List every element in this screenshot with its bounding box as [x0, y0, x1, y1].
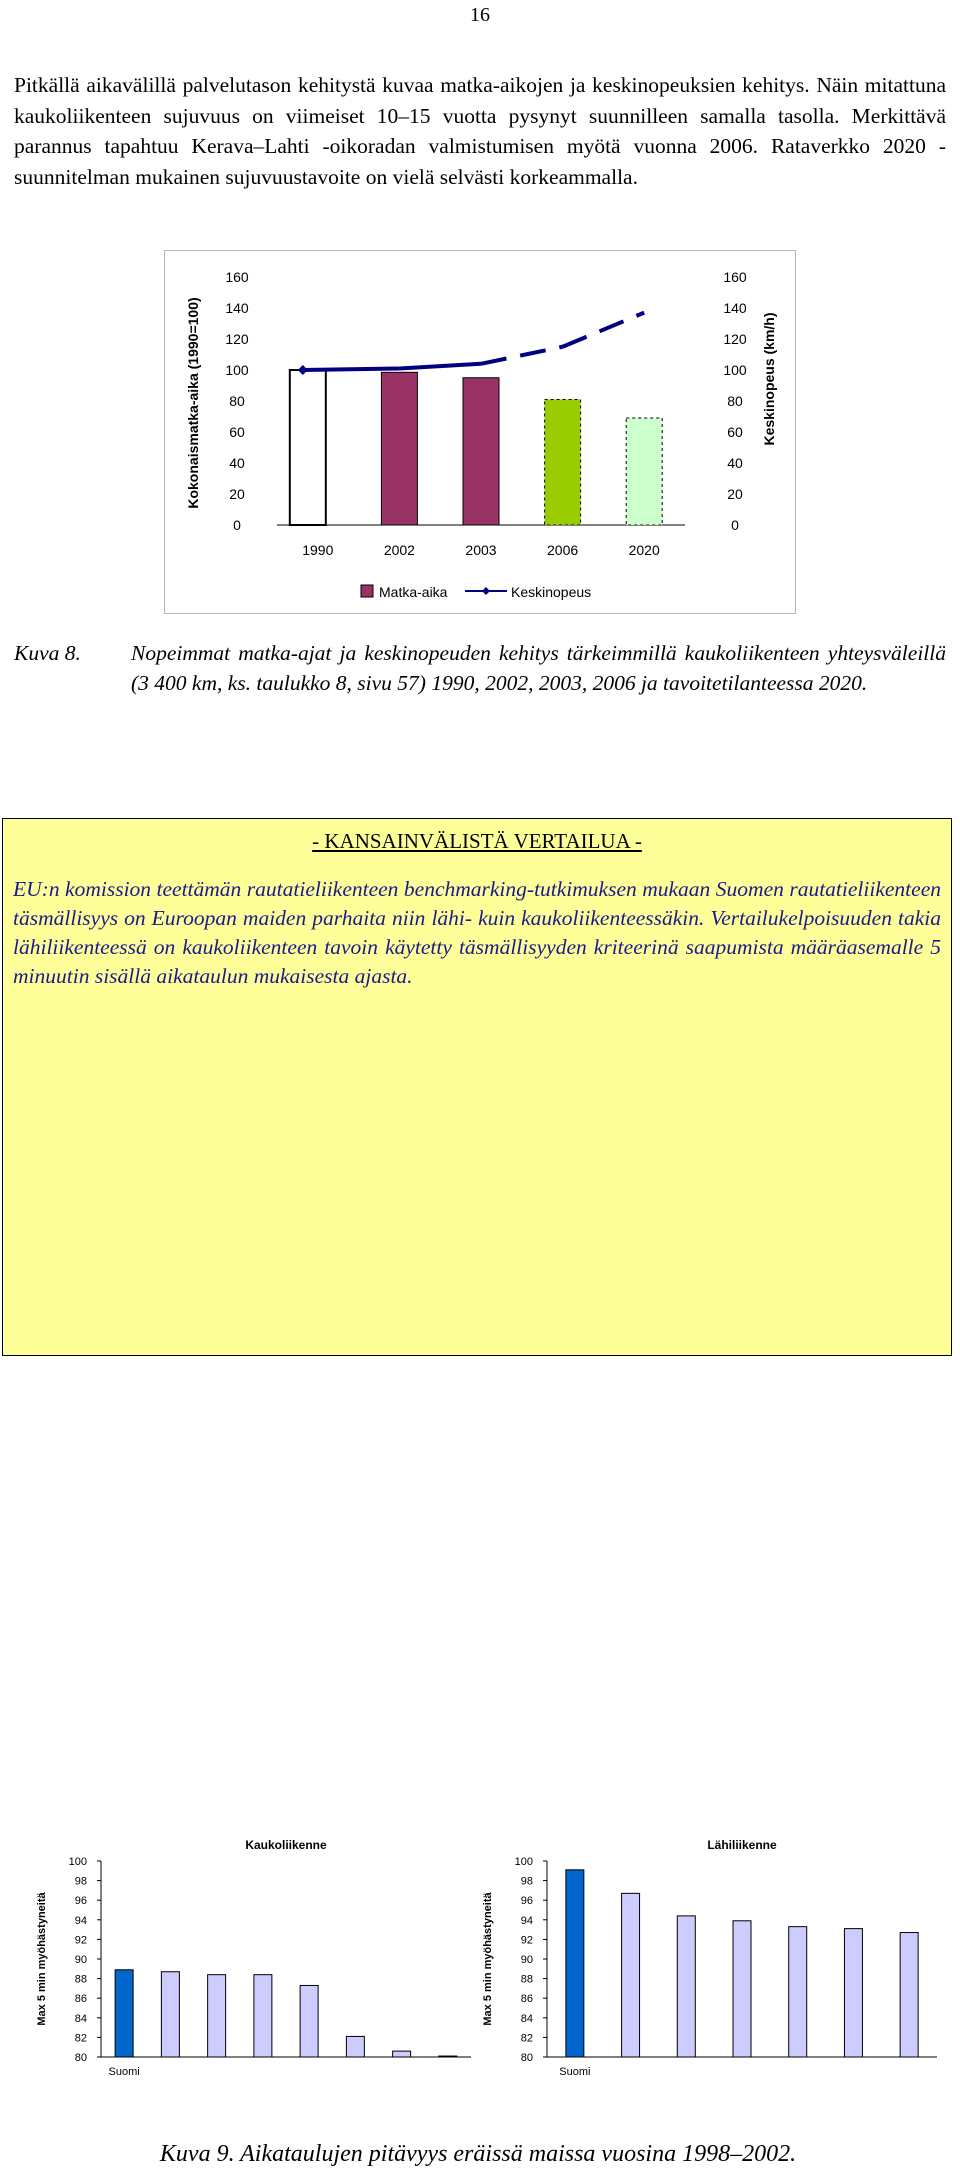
y-tick-label: 82 [74, 2032, 87, 2045]
y2-tick-label: 160 [723, 269, 747, 285]
y-tick-label: 100 [514, 1856, 533, 1868]
bar-country-6 [844, 1929, 862, 2057]
figure-9-caption: Kuva 9. Aikataulujen pitävyys eräissä maissa vuosina 1998–2002. [159, 2141, 797, 2167]
bar-country-5 [789, 1927, 807, 2057]
x-tick-label: Suomi [108, 2066, 140, 2078]
intro-paragraph: Pitkällä aikavälillä palvelutason kehitystä kuvaa matka-aikojen ja keskinopeuksien kehitys. Näin mitattuna kaukoliikenteen sujuvuus on viimeiset 10–15 vuotta pysynyt suunnilleen samalla tasolla. Merkittävä parannus tapahtuu Kerava–Lahti -oikoradan valmistumisen myötä vuonna 2006. Rataverkko 2020 -suunnitelman mukainen sujuvuustavoite on vielä selvästi korkeammalla. [14, 73, 946, 189]
bar-2020 [626, 418, 662, 525]
x-tick-label: 2003 [465, 542, 497, 558]
y2-tick-label: 100 [723, 362, 747, 378]
bar-country-3 [208, 1975, 226, 2057]
legend-label-keskinopeus: Keskinopeus [511, 584, 592, 600]
y-tick-label: 120 [225, 331, 249, 347]
y2-tick-label: 40 [727, 455, 743, 471]
y-tick-label: 90 [520, 1954, 533, 1966]
bar-2002 [381, 372, 417, 525]
x-tick-label: 2006 [547, 542, 579, 558]
bar-country-4 [733, 1921, 751, 2057]
legend-marker-keskinopeus [482, 587, 490, 595]
page-number: 16 [470, 4, 490, 26]
y-axis-title: Max 5 min myöhästyneitä [482, 1892, 494, 2026]
y-tick-label: 0 [233, 517, 241, 533]
y-tick-label: 80 [229, 393, 245, 409]
lahiliikenne-svg [482, 1827, 943, 2078]
keskinopeus-line-segment [399, 364, 481, 369]
y-tick-label: 86 [520, 1993, 533, 2006]
x-tick-label: 2002 [383, 542, 415, 558]
bar-Suomi [115, 1970, 133, 2057]
y-tick-label: 20 [229, 486, 245, 502]
y-tick-label: 160 [225, 269, 249, 285]
x-tick-label: Suomi [559, 2066, 591, 2078]
figure-8-chart [164, 250, 796, 614]
y-tick-label: 82 [520, 2032, 533, 2045]
bar-1990 [290, 370, 326, 525]
y2-tick-label: 60 [727, 424, 743, 440]
y-tick-label: 60 [229, 424, 245, 440]
y-tick-label: 100 [225, 362, 249, 378]
bar-country-5 [300, 1985, 318, 2057]
y-tick-label: 88 [520, 1973, 533, 1986]
bar-country-7 [900, 1933, 918, 2057]
chart-title: Lähiliikenne [707, 1838, 777, 1852]
y-tick-label: 88 [74, 1973, 87, 1986]
legend-swatch-matka-aika [361, 585, 373, 597]
y-tick-label: 80 [74, 2052, 87, 2064]
bar-country-7 [393, 2051, 411, 2057]
y-tick-label: 140 [225, 300, 249, 316]
y-tick-label: 40 [229, 455, 245, 471]
figure-8-caption-text: Nopeimmat matka-ajat ja keskinopeuden kehitys tärkeimmillä kaukoliikenteen yhteysväleillä (3 400 km, ks. taulukko 8, sivu 57) 1990, 2002, 2003, 2006 ja tavoitetilanteessa 2020. [131, 641, 946, 695]
y2-tick-label: 0 [731, 517, 739, 533]
y-axis-title: Max 5 min myöhästyneitä [36, 1892, 48, 2026]
y2-tick-label: 20 [727, 486, 743, 502]
bar-country-3 [677, 1916, 695, 2057]
y-tick-label: 98 [74, 1875, 87, 1888]
y2-axis-title: Keskinopeus (km/h) [761, 312, 777, 446]
infobox-text: EU:n komission teettämän rautatieliikenteen benchmarking-tutkimuksen mukaan Suomen rautatieliikenteen täsmällisyys on Euroopan maiden parhaita niin lähi- kuin kaukoliikenteessäkin. Vertailukelpoisuuden takia lähiliikenteessä on kaukoliikenteen tavoin käytetty täsmällisyyden kriteerinä saapumista määräasemalle 5 minuutin sisällä aikataulun mukaisesta ajasta. [13, 877, 941, 988]
y-tick-label: 84 [520, 2012, 533, 2025]
chart-title: Kaukoliikenne [245, 1838, 327, 1852]
legend-label-matka-aika: Matka-aika [379, 584, 448, 600]
international-comparison-box [2, 818, 952, 2167]
y-tick-label: 84 [74, 2012, 87, 2025]
bar-country-2 [161, 1972, 179, 2057]
y2-tick-label: 120 [723, 331, 747, 347]
y-tick-label: 92 [520, 1934, 533, 1947]
y2-tick-label: 140 [723, 300, 747, 316]
bar-country-8 [439, 2056, 457, 2057]
y-tick-label: 96 [520, 1895, 533, 1908]
y-tick-label: 94 [74, 1914, 87, 1927]
y-tick-label: 94 [520, 1914, 533, 1927]
y-tick-label: 80 [520, 2052, 533, 2064]
bar-2006 [545, 399, 581, 525]
lahiliikenne-chart [482, 1827, 939, 2078]
bar-Suomi [566, 1870, 584, 2057]
x-tick-label: 2020 [628, 542, 660, 558]
bar-country-6 [346, 2036, 364, 2057]
y-tick-label: 96 [74, 1895, 87, 1908]
keskinopeus-line-segment [563, 313, 645, 347]
y-tick-label: 98 [520, 1875, 533, 1888]
figure-8-svg [165, 251, 795, 613]
y-axis-title: Kokonaismatka-aika (1990=100) [185, 297, 201, 509]
y-tick-label: 100 [68, 1856, 87, 1868]
y-tick-label: 86 [74, 1993, 87, 2006]
bar-country-4 [254, 1975, 272, 2057]
infobox-title-text: - KANSAINVÄLISTÄ VERTAILUA - [312, 829, 642, 853]
infobox-title [3, 829, 951, 854]
keskinopeus-line-segment [303, 368, 400, 370]
bar-2003 [463, 378, 499, 525]
bar-country-2 [622, 1893, 640, 2057]
kaukoliikenne-chart [23, 1827, 477, 2078]
kaukoliikenne-svg [23, 1827, 477, 2078]
keskinopeus-line-segment [481, 347, 563, 364]
y-tick-label: 92 [74, 1934, 87, 1947]
figure-8-label: Kuva 8. [14, 641, 81, 665]
x-tick-label: 1990 [302, 542, 334, 558]
y2-tick-label: 80 [727, 393, 743, 409]
y-tick-label: 90 [74, 1954, 87, 1966]
